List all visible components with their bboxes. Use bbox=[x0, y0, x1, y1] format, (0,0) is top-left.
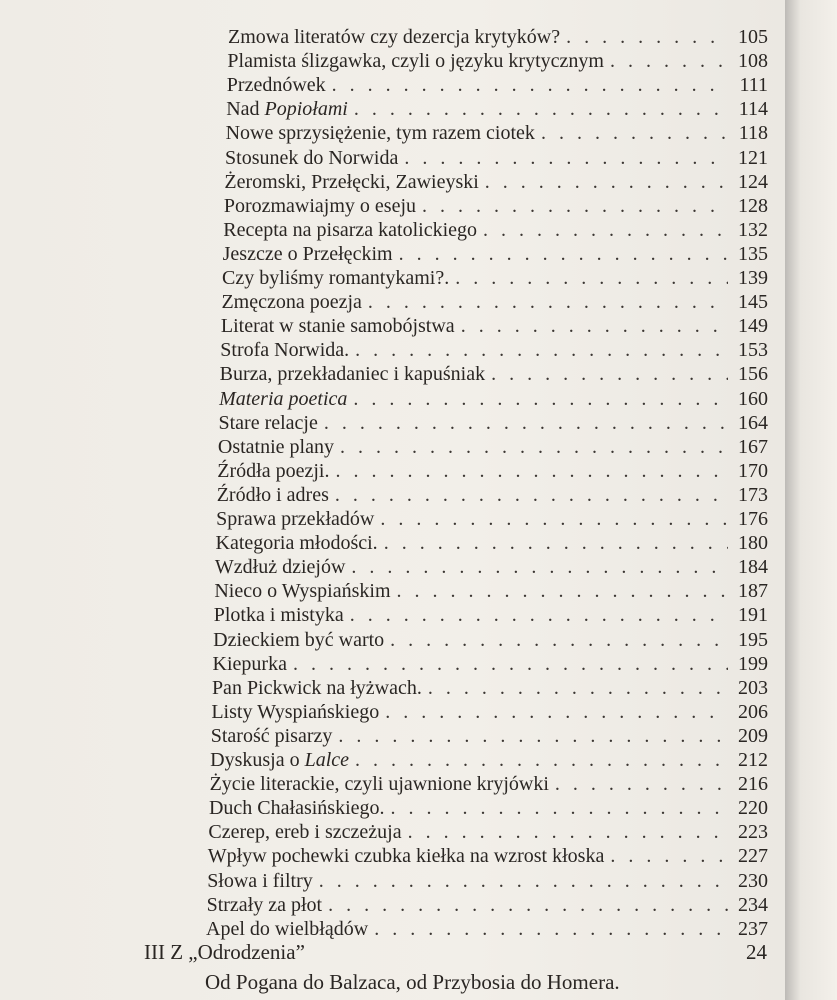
toc-entry bbox=[220, 361, 768, 387]
toc-entry-page-number: 121 bbox=[737, 146, 768, 169]
toc-entry-title: Strzały za płot bbox=[206, 893, 323, 916]
toc-entry bbox=[221, 313, 768, 339]
toc-entry-title: Starość pisarzy bbox=[210, 724, 333, 747]
toc-entry bbox=[226, 120, 768, 146]
toc-entry-title: Ostatnie plany bbox=[217, 435, 334, 458]
toc-entry-title: Listy Wyspiańskiego bbox=[211, 700, 380, 723]
dot-leader bbox=[397, 578, 728, 604]
dot-leader bbox=[328, 892, 728, 918]
toc-entry-page-number: 135 bbox=[737, 242, 768, 265]
dot-leader bbox=[491, 361, 728, 387]
toc-entry-title: Źródło i adres bbox=[216, 483, 329, 506]
adjacent-page-edge bbox=[785, 0, 837, 1000]
dot-leader bbox=[354, 96, 728, 122]
toc-entry-page-number: 149 bbox=[737, 315, 768, 338]
toc-entry-page-number: 180 bbox=[737, 532, 768, 555]
toc-entry bbox=[211, 723, 768, 749]
toc-entry-page-number: 167 bbox=[737, 435, 768, 458]
toc-entry-title: Apel do wielbłądów bbox=[206, 917, 369, 940]
toc-entry-title: Źródła poezji. bbox=[217, 459, 330, 482]
toc-entry-title: Jeszcze o Przełęckim bbox=[222, 242, 393, 265]
toc-entry-title: Stosunek do Norwida bbox=[225, 146, 399, 169]
toc-entry-page-number: 191 bbox=[737, 604, 768, 627]
toc-entry-title: Słowa i filtry bbox=[207, 869, 313, 892]
toc-entry-title: Sprawa przekładów bbox=[216, 508, 375, 530]
toc-entry-title: Duch Chałasińskiego. bbox=[208, 797, 385, 820]
toc-entry bbox=[225, 145, 768, 171]
toc-entry-title: Żeromski, Przełęcki, Zawieyski bbox=[224, 170, 479, 193]
dot-leader bbox=[541, 120, 728, 146]
toc-entry bbox=[207, 868, 768, 894]
toc-entry bbox=[226, 96, 768, 122]
toc-entry-title: Plamista ślizgawka, czyli o języku krytycznym bbox=[227, 50, 604, 73]
dot-leader bbox=[319, 868, 728, 894]
toc-entry bbox=[218, 410, 768, 436]
toc-entry-title: Dzieckiem być warto bbox=[213, 628, 385, 651]
toc-entry-page-number: 111 bbox=[739, 74, 768, 97]
toc-entry-page-number: 209 bbox=[737, 724, 768, 747]
toc-entry bbox=[216, 530, 768, 556]
toc-entry bbox=[207, 892, 768, 918]
toc-entry bbox=[214, 578, 768, 604]
toc-entry-page-number: 237 bbox=[738, 917, 768, 940]
toc-entry-page-number: 105 bbox=[738, 26, 768, 48]
toc-entry-title: Literat w stanie samobójstwa bbox=[220, 315, 455, 338]
toc-entry bbox=[227, 72, 768, 98]
toc-entry bbox=[214, 602, 768, 628]
toc-entry-page-number: 195 bbox=[737, 628, 768, 651]
toc-entry-title: Materia poetica bbox=[219, 387, 348, 410]
toc-entry-page-number: 153 bbox=[737, 339, 768, 362]
dot-leader bbox=[461, 313, 728, 339]
dot-leader bbox=[422, 193, 728, 219]
toc-entry-title: Stare relacje bbox=[218, 411, 318, 434]
dot-leader bbox=[338, 723, 728, 749]
dot-leader bbox=[566, 24, 728, 50]
toc-entry-title: Kiepurka bbox=[212, 652, 287, 675]
toc-entry-title: Burza, przekładaniec i kapuśniak bbox=[219, 363, 486, 386]
section-first-entry: Od Pogana do Balzaca, od Przybosia do Homera. bbox=[205, 970, 620, 994]
toc-entry bbox=[213, 651, 768, 677]
toc-entry-page-number: 124 bbox=[737, 170, 768, 193]
toc-entry bbox=[224, 193, 768, 219]
toc-entry bbox=[209, 795, 768, 821]
dot-leader bbox=[335, 482, 728, 508]
dot-leader bbox=[340, 434, 728, 460]
toc-entry-page-number: 216 bbox=[737, 773, 768, 796]
toc-entry-title: Kategoria młodości. bbox=[215, 532, 378, 555]
toc-entry-title: Dyskusja o Lalce bbox=[210, 749, 350, 771]
toc-entry bbox=[210, 747, 768, 773]
toc-entry bbox=[210, 771, 768, 797]
toc-entry-page-number: 212 bbox=[737, 749, 768, 771]
toc-entry bbox=[216, 506, 768, 532]
toc-entry-page-number: 206 bbox=[737, 700, 768, 723]
toc-entry-page-number: 145 bbox=[737, 291, 768, 314]
toc-entry bbox=[220, 337, 768, 363]
toc-entry-title: Przednówek bbox=[226, 74, 326, 97]
toc-entry bbox=[219, 386, 768, 412]
toc-entry bbox=[208, 819, 768, 845]
dot-leader bbox=[335, 458, 728, 484]
section-heading: III Z „Odrodzenia” bbox=[144, 940, 305, 964]
dot-leader bbox=[380, 506, 728, 532]
toc-entry-page-number: 156 bbox=[737, 363, 768, 386]
toc-entry-title: Zmowa literatów czy dezercja krytyków? bbox=[228, 26, 561, 48]
dot-leader bbox=[374, 916, 728, 942]
toc-entry bbox=[222, 265, 768, 291]
toc-entry-page-number: 199 bbox=[737, 652, 768, 675]
toc-entry bbox=[217, 482, 768, 508]
toc-entry-title: Czerep, ereb i szczeżuja bbox=[208, 821, 402, 844]
toc-entry bbox=[208, 843, 768, 869]
toc-entry bbox=[227, 48, 768, 74]
toc-entry bbox=[213, 627, 768, 653]
toc-entry-page-number: 132 bbox=[737, 218, 768, 241]
toc-entry-page-number: 203 bbox=[737, 676, 768, 699]
toc-entry-page-number: 234 bbox=[737, 893, 768, 916]
toc-entry-title: Życie literackie, czyli ujawnione kryjówki bbox=[209, 773, 549, 796]
toc-entry-page-number: 108 bbox=[737, 50, 768, 73]
dot-leader bbox=[390, 627, 728, 653]
toc-entry-title: Wpływ pochewki czubka kiełka na wzrost kłoska bbox=[207, 845, 605, 868]
toc-entry-page-number: 160 bbox=[737, 387, 768, 410]
toc-entry bbox=[223, 217, 768, 243]
toc-entry bbox=[224, 169, 768, 195]
toc-entry bbox=[215, 554, 768, 580]
dot-leader bbox=[408, 819, 728, 845]
toc-entry-title: Nad Popiołami bbox=[226, 98, 348, 121]
dot-leader bbox=[610, 843, 728, 869]
toc-entry bbox=[211, 699, 768, 725]
toc-entry bbox=[223, 241, 768, 267]
dot-leader bbox=[555, 771, 728, 797]
toc-entry-title: Plotka i mistyka bbox=[213, 604, 344, 627]
toc-entry-page-number: 227 bbox=[737, 845, 768, 868]
toc-entry-title: Nieco o Wyspiańskim bbox=[214, 580, 391, 603]
dot-leader bbox=[384, 530, 728, 556]
toc-entry bbox=[218, 434, 768, 460]
section-page-number: 24 bbox=[746, 940, 767, 964]
toc-entry-page-number: 128 bbox=[737, 194, 768, 217]
toc-entry-page-number: 230 bbox=[737, 869, 768, 892]
dot-leader bbox=[485, 169, 728, 195]
toc-entry bbox=[206, 916, 768, 942]
dot-leader bbox=[455, 265, 728, 291]
toc-entry-title: Czy byliśmy romantykami?. bbox=[222, 267, 450, 289]
toc-entry-page-number: 114 bbox=[738, 98, 768, 121]
dot-leader bbox=[293, 651, 728, 677]
toc-entry-page-number: 164 bbox=[737, 411, 768, 434]
toc-entry-page-number: 173 bbox=[737, 483, 768, 506]
dot-leader bbox=[483, 217, 728, 243]
toc-entry-title: Strofa Norwida. bbox=[220, 339, 350, 362]
toc-entry bbox=[212, 675, 768, 701]
dot-leader bbox=[355, 337, 728, 363]
toc-entry bbox=[221, 289, 768, 315]
dot-leader bbox=[428, 675, 728, 701]
dot-leader bbox=[355, 747, 728, 773]
toc-entry-page-number: 223 bbox=[737, 821, 768, 844]
dot-leader bbox=[353, 386, 728, 412]
toc-entry bbox=[228, 24, 768, 50]
toc-entry-page-number: 187 bbox=[737, 580, 768, 603]
toc-entry-page-number: 184 bbox=[737, 556, 768, 579]
toc-entry-page-number: 170 bbox=[737, 459, 768, 482]
toc-entry-title: Pan Pickwick na łyżwach. bbox=[211, 676, 422, 699]
dot-leader bbox=[399, 241, 728, 267]
toc-entry-page-number: 139 bbox=[737, 267, 768, 289]
dot-leader bbox=[332, 72, 728, 98]
toc-entry-title: Nowe sprzysiężenie, tym razem ciotek bbox=[225, 122, 535, 145]
toc-entry-page-number: 118 bbox=[738, 122, 768, 145]
toc-entry-page-number: 220 bbox=[737, 797, 768, 820]
dot-leader bbox=[351, 554, 728, 580]
toc-entry-title: Recepta na pisarza katolickiego bbox=[223, 218, 478, 241]
dot-leader bbox=[350, 602, 728, 628]
dot-leader bbox=[324, 410, 728, 436]
dot-leader bbox=[610, 48, 728, 74]
dot-leader bbox=[368, 289, 728, 315]
dot-leader bbox=[404, 145, 728, 171]
toc-entry-page-number: 176 bbox=[737, 508, 768, 530]
dot-leader bbox=[391, 795, 728, 821]
toc-entry-title: Wzdłuż dziejów bbox=[214, 556, 346, 579]
toc-entry bbox=[217, 458, 768, 484]
toc-entry-title: Zmęczona poezja bbox=[221, 291, 362, 314]
toc-entry-title: Porozmawiajmy o eseju bbox=[223, 194, 417, 217]
dot-leader bbox=[385, 699, 728, 725]
